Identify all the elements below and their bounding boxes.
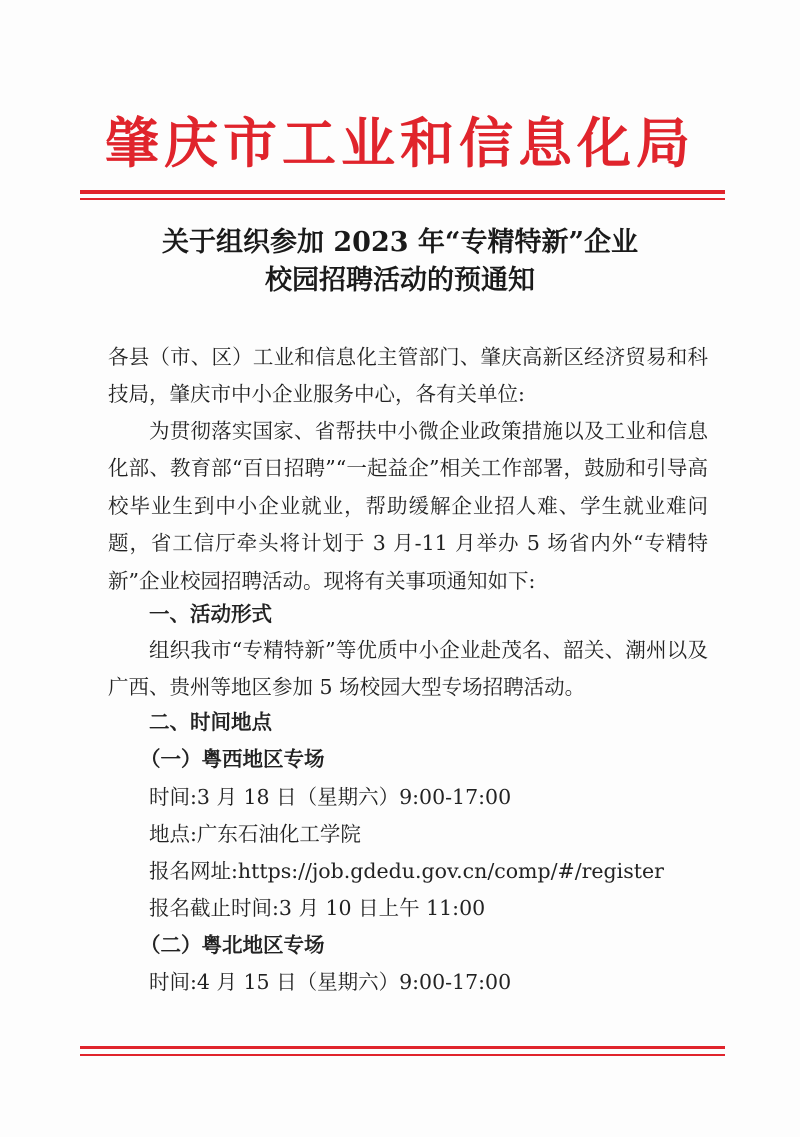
footer-rule-thick (80, 1046, 725, 1049)
section2-heading: 二、时间地点 (149, 710, 272, 734)
section1-heading: 一、活动形式 (149, 602, 272, 626)
header-rule-thick (80, 190, 725, 194)
footer-rule-thin (80, 1054, 725, 1056)
subsection2-time: 时间:4 月 15 日（星期六）9:00-17:00 (149, 970, 512, 994)
subsection1-heading: （一）粤西地区专场 (140, 747, 325, 771)
section1-body: 组织我市“专精特新”等优质中小企业赴茂名、韶关、潮州以及广西、贵州等地区参加 5 场校园大型专场招聘活动。 (108, 638, 708, 700)
subsection2-heading: （二）粤北地区专场 (140, 933, 325, 957)
subsection1-deadline: 报名截止时间:3 月 10 日上午 11:00 (149, 896, 486, 920)
document-title-line1: 关于组织参加 2023 年“专精特新”企业 (161, 227, 638, 258)
subsection1-place: 地点:广东石油化工学院 (149, 822, 361, 846)
subsection1-register-url: 报名网址:https://job.gdedu.gov.cn/comp/#/register (149, 859, 664, 883)
salutation: 各县（市、区）工业和信息化主管部门、肇庆高新区经济贸易和科技局，肇庆市中小企业服务中心，各有关单位: (108, 345, 708, 407)
intro-paragraph: 为贯彻落实国家、省帮扶中小微企业政策措施以及工业和信息化部、教育部“百日招聘”“一起益企”相关工作部署，鼓励和引导高校毕业生到中小企业就业，帮助缓解企业招人难、学生就业难问题，省工信厅牵头将计划于 3 月-11 月举办 5 场省内外“专精特新”企业校园招聘活动。现将有关事项通知如下: (108, 419, 708, 593)
header-rule-thin (80, 198, 725, 200)
issuing-authority-header: 肇庆市工业和信息化局 (105, 111, 695, 175)
subsection1-time: 时间:3 月 18 日（星期六）9:00-17:00 (149, 785, 512, 809)
document-title-line2: 校园招聘活动的预通知 (265, 265, 535, 296)
